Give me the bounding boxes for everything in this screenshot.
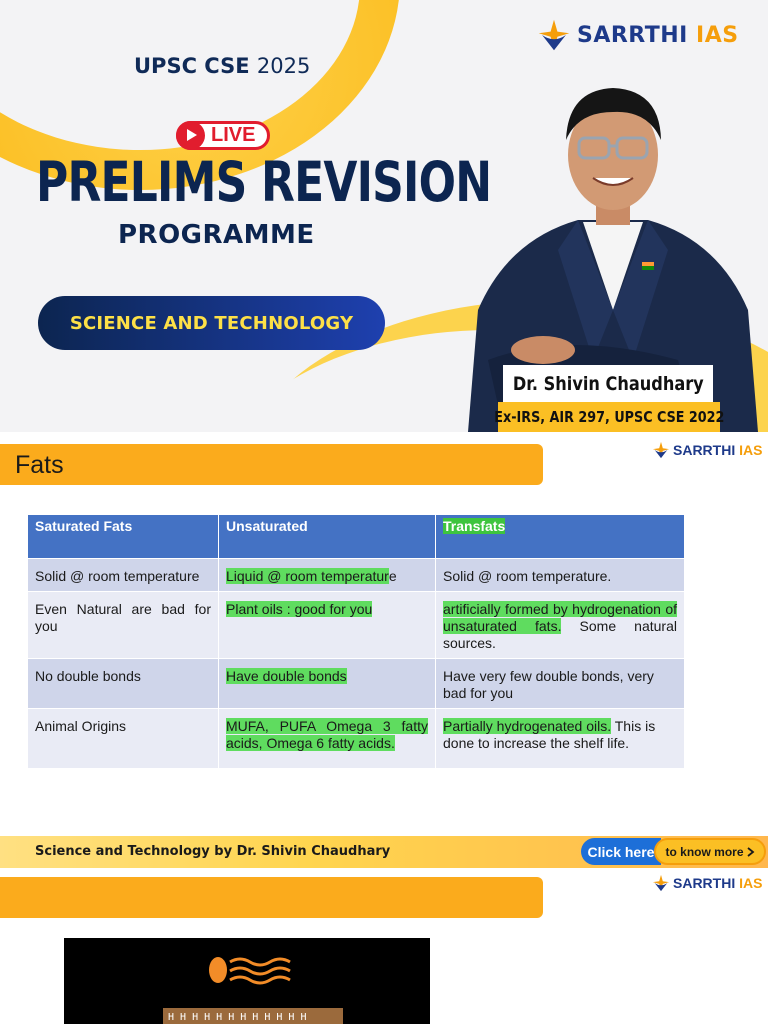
promo-banner <box>0 0 768 432</box>
table-cell: Partially hydrogenated oils. This is done to increase the shelf life. <box>436 709 685 769</box>
table-row <box>28 559 685 592</box>
footer-strip <box>0 836 768 868</box>
table-cell: Liquid @ room temperature <box>219 559 436 592</box>
diagram-atom-labels: H H H H H H H H H H H H <box>168 1012 307 1023</box>
slide-header-bar <box>0 444 543 485</box>
table-cell: Solid @ room temperature. <box>436 559 685 592</box>
table-header-cell: Transfats <box>436 515 685 559</box>
fat-molecule-diagram <box>64 938 430 1024</box>
brand-logo <box>537 18 739 52</box>
slide-next <box>0 868 768 1024</box>
chevron-right-icon <box>747 847 755 857</box>
know-more-button[interactable]: to know more <box>654 838 766 865</box>
brand-star-icon <box>652 874 670 892</box>
slide-title: Fats <box>15 451 64 479</box>
table-header-row <box>28 515 685 559</box>
exam-label: UPSC CSE 2025 <box>134 54 311 78</box>
table-cell: Have very few double bonds, very bad for you <box>436 659 685 709</box>
brand-name: SARRTHI <box>673 875 736 891</box>
brand-name: SARRTHI <box>673 442 736 458</box>
table-row <box>28 709 685 769</box>
brand-name: SARRTHI <box>577 22 688 48</box>
table-cell: Animal Origins <box>28 709 219 769</box>
brand-suffix: IAS <box>739 875 763 891</box>
slide-header-bar <box>0 877 543 918</box>
brand-suffix: IAS <box>739 442 763 458</box>
table-cell: Even Natural are bad for you <box>28 592 219 659</box>
footer-text: Science and Technology by Dr. Shivin Chaudhary <box>35 844 391 859</box>
table-cell: MUFA, PUFA Omega 3 fatty acids, Omega 6 fatty acids. <box>219 709 436 769</box>
table-header-cell: Saturated Fats <box>28 515 219 559</box>
click-here-button[interactable]: Click here <box>581 838 661 865</box>
table-row <box>28 659 685 709</box>
table-cell: No double bonds <box>28 659 219 709</box>
presenter-credentials: Ex-IRS, AIR 297, UPSC CSE 2022 <box>498 402 720 432</box>
brand-logo-small <box>652 874 762 892</box>
table-cell: Plant oils : good for you <box>219 592 436 659</box>
fats-comparison-table <box>27 514 685 769</box>
table-header-cell: Unsaturated <box>219 515 436 559</box>
presenter-name: Dr. Shivin Chaudhary <box>503 365 713 402</box>
slide-fats <box>0 432 768 836</box>
play-icon <box>176 121 205 150</box>
table-row <box>28 592 685 659</box>
banner-title: PRELIMS REVISION <box>36 150 492 214</box>
brand-logo-small <box>652 441 762 459</box>
live-badge: LIVE <box>176 121 270 150</box>
table-cell: artificially formed by hydrogenation of unsaturated fats. Some natural sources. <box>436 592 685 659</box>
banner-subtitle: PROGRAMME <box>118 220 315 250</box>
brand-star-icon <box>652 441 670 459</box>
brand-star-icon <box>537 18 571 52</box>
table-cell: Solid @ room temperature <box>28 559 219 592</box>
brand-suffix: IAS <box>696 22 739 48</box>
table-cell: Have double bonds <box>219 659 436 709</box>
subject-pill: SCIENCE AND TECHNOLOGY <box>38 296 385 350</box>
